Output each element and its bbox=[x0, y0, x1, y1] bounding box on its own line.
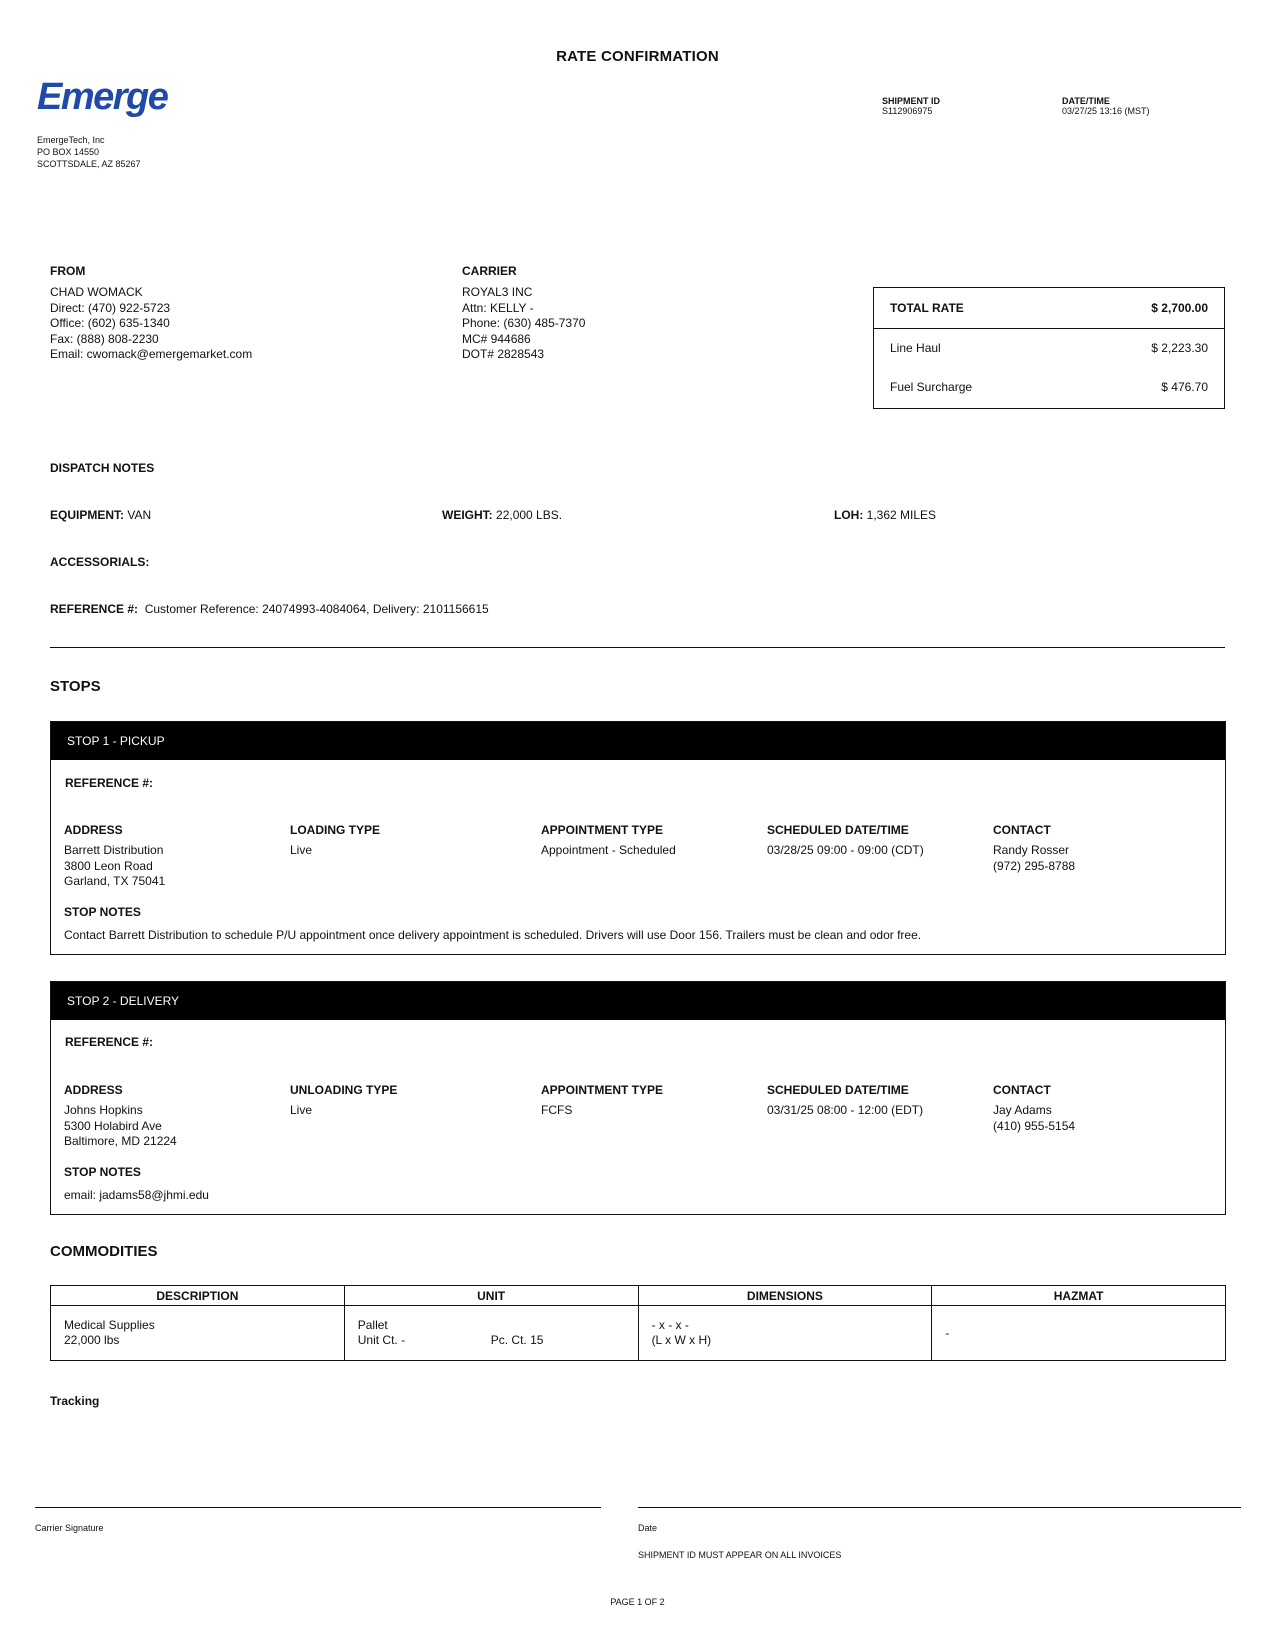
description-line1: Medical Supplies bbox=[64, 1318, 155, 1332]
loh-value: 1,362 MILES bbox=[866, 508, 937, 522]
description-line2: 22,000 lbs bbox=[64, 1333, 120, 1347]
invoice-note: SHIPMENT ID MUST APPEAR ON ALL INVOICES bbox=[638, 1550, 842, 1560]
line-haul-row bbox=[874, 341, 1224, 355]
datetime-label: DATE/TIME bbox=[1062, 96, 1110, 106]
total-rate-row bbox=[874, 301, 1224, 315]
col-header-unit: UNIT bbox=[344, 1286, 638, 1306]
stop-1-scheduled bbox=[767, 823, 924, 859]
equipment-field bbox=[50, 508, 151, 524]
equipment-value: VAN bbox=[127, 508, 152, 522]
col-header-description: DESCRIPTION bbox=[51, 1286, 345, 1306]
piece-count: Pc. Ct. 15 bbox=[490, 1333, 544, 1347]
stop-1-reference-label: REFERENCE #: bbox=[65, 776, 154, 790]
stop-1-contact bbox=[993, 823, 1075, 874]
loh-field bbox=[834, 508, 936, 524]
shipment-id-value: S112906975 bbox=[882, 106, 933, 116]
stop-2-unloading-type bbox=[290, 1083, 397, 1119]
stop-2-contact-name: Jay Adams bbox=[993, 1103, 1052, 1117]
stop-2-scheduled-value: 03/31/25 08:00 - 12:00 (EDT) bbox=[767, 1103, 924, 1117]
fuel-surcharge-label: Fuel Surcharge bbox=[890, 380, 973, 394]
company-address bbox=[37, 134, 141, 170]
unit-type: Pallet bbox=[357, 1318, 388, 1332]
cell-unit bbox=[344, 1306, 638, 1361]
from-label: FROM bbox=[50, 264, 86, 278]
stop-1-box bbox=[50, 721, 1226, 955]
rate-divider bbox=[874, 328, 1224, 329]
accessorials-label: ACCESSORIALS: bbox=[50, 555, 150, 569]
carrier-name: ROYAL3 INC bbox=[462, 285, 533, 299]
stop-1-appointment-type-value: Appointment - Scheduled bbox=[541, 843, 676, 857]
stop-2-contact-phone: (410) 955-5154 bbox=[993, 1118, 1076, 1133]
stop-1-scheduled-value: 03/28/25 09:00 - 09:00 (CDT) bbox=[767, 843, 924, 857]
stop-1-loading-type-label: LOADING TYPE bbox=[290, 823, 381, 837]
commodities-table bbox=[50, 1285, 1226, 1361]
stop-1-header: STOP 1 - PICKUP bbox=[51, 722, 1225, 760]
stop-2-address bbox=[64, 1083, 177, 1150]
reference-field bbox=[50, 602, 489, 618]
carrier-attn: Attn: KELLY - bbox=[462, 300, 534, 315]
stop-1-address-line1: Barrett Distribution bbox=[64, 843, 164, 857]
dimensions-value: - x - x - bbox=[651, 1318, 689, 1332]
dimensions-legend: (L x W x H) bbox=[651, 1333, 712, 1347]
carrier-label: CARRIER bbox=[462, 264, 517, 278]
stop-2-unloading-type-label: UNLOADING TYPE bbox=[290, 1083, 398, 1097]
from-block bbox=[50, 264, 252, 363]
carrier-signature-label: Carrier Signature bbox=[35, 1523, 104, 1533]
unit-count: Unit Ct. - bbox=[357, 1333, 406, 1347]
datetime-block bbox=[1062, 96, 1150, 116]
shipment-id-block bbox=[882, 96, 940, 116]
stop-1-appointment-type bbox=[541, 823, 676, 859]
stop-1-address-label: ADDRESS bbox=[64, 823, 123, 837]
stop-2-box bbox=[50, 981, 1226, 1215]
stop-1-loading-type-value: Live bbox=[290, 843, 313, 857]
stop-1-address bbox=[64, 823, 165, 890]
stop-1-contact-name: Randy Rosser bbox=[993, 843, 1070, 857]
line-haul-label: Line Haul bbox=[890, 341, 941, 355]
stop-2-address-label: ADDRESS bbox=[64, 1083, 123, 1097]
line-haul-value: $ 2,223.30 bbox=[1151, 341, 1208, 355]
from-office: Office: (602) 635-1340 bbox=[50, 316, 170, 330]
stop-2-notes-label: STOP NOTES bbox=[64, 1165, 141, 1179]
tracking-label: Tracking bbox=[50, 1394, 100, 1408]
rate-summary-box bbox=[873, 287, 1225, 409]
total-rate-label: TOTAL RATE bbox=[890, 301, 964, 315]
stop-1-notes: Contact Barrett Distribution to schedule P/U appointment once delivery appointment is scheduled. Drivers will use Door 156. Trailers must be clean and odor free. bbox=[64, 928, 922, 942]
stop-2-scheduled bbox=[767, 1083, 923, 1119]
fuel-surcharge-row bbox=[874, 380, 1224, 394]
loh-label: LOH: bbox=[834, 508, 864, 522]
date-line bbox=[638, 1507, 1241, 1508]
stop-2-contact bbox=[993, 1083, 1075, 1134]
fuel-surcharge-value: $ 476.70 bbox=[1161, 380, 1208, 394]
stop-2-notes: email: jadams58@jhmi.edu bbox=[64, 1188, 209, 1202]
section-divider bbox=[50, 647, 1225, 648]
company-address-line1: PO BOX 14550 bbox=[37, 147, 100, 157]
from-direct: Direct: (470) 922-5723 bbox=[50, 300, 171, 315]
equipment-label: EQUIPMENT: bbox=[50, 508, 125, 522]
company-address-line2: SCOTTSDALE, AZ 85267 bbox=[37, 159, 141, 169]
stop-2-address-line2: 5300 Holabird Ave bbox=[64, 1118, 162, 1133]
stop-2-appointment-type-label: APPOINTMENT TYPE bbox=[541, 1083, 664, 1097]
stop-1-address-line2: 3800 Leon Road bbox=[64, 858, 153, 873]
date-label: Date bbox=[638, 1523, 658, 1533]
weight-label: WEIGHT: bbox=[442, 508, 493, 522]
weight-field bbox=[442, 508, 562, 524]
emerge-logo: Emerge bbox=[37, 76, 168, 118]
stop-1-contact-phone: (972) 295-8788 bbox=[993, 858, 1076, 873]
dispatch-notes-label: DISPATCH NOTES bbox=[50, 461, 155, 475]
cell-dimensions bbox=[638, 1306, 932, 1361]
table-row bbox=[51, 1306, 1226, 1361]
shipment-id-label: SHIPMENT ID bbox=[882, 96, 941, 106]
document-title: RATE CONFIRMATION bbox=[556, 48, 719, 65]
from-name: CHAD WOMACK bbox=[50, 285, 143, 299]
from-fax: Fax: (888) 808-2230 bbox=[50, 331, 159, 346]
commodities-header-row bbox=[51, 1286, 1226, 1306]
carrier-phone: Phone: (630) 485-7370 bbox=[462, 316, 586, 330]
cell-hazmat: - bbox=[932, 1306, 1226, 1361]
stop-2-unloading-type-value: Live bbox=[290, 1103, 313, 1117]
stop-2-address-line1: Johns Hopkins bbox=[64, 1103, 143, 1117]
stop-1-notes-label: STOP NOTES bbox=[64, 905, 141, 919]
carrier-mc: MC# 944686 bbox=[462, 331, 531, 346]
total-rate-value: $ 2,700.00 bbox=[1151, 301, 1208, 315]
stop-1-contact-label: CONTACT bbox=[993, 823, 1051, 837]
stop-2-reference-label: REFERENCE #: bbox=[65, 1035, 154, 1049]
carrier-signature-line bbox=[35, 1507, 601, 1508]
commodities-heading: COMMODITIES bbox=[50, 1243, 158, 1260]
company-name: EmergeTech, Inc bbox=[37, 135, 105, 145]
reference-value: Customer Reference: 24074993-4084064, Delivery: 2101156615 bbox=[144, 602, 489, 616]
stop-2-address-line3: Baltimore, MD 21224 bbox=[64, 1134, 177, 1148]
cell-description bbox=[51, 1306, 345, 1361]
col-header-dimensions: DIMENSIONS bbox=[638, 1286, 932, 1306]
stop-2-header: STOP 2 - DELIVERY bbox=[51, 982, 1225, 1020]
stop-1-appointment-type-label: APPOINTMENT TYPE bbox=[541, 823, 664, 837]
stop-1-address-line3: Garland, TX 75041 bbox=[64, 874, 166, 888]
from-email: Email: cwomack@emergemarket.com bbox=[50, 347, 253, 361]
stop-1-scheduled-label: SCHEDULED DATE/TIME bbox=[767, 823, 909, 837]
stop-2-scheduled-label: SCHEDULED DATE/TIME bbox=[767, 1083, 909, 1097]
stops-heading: STOPS bbox=[50, 678, 101, 695]
stop-2-appointment-type bbox=[541, 1083, 663, 1119]
stop-2-appointment-type-value: FCFS bbox=[541, 1103, 573, 1117]
stop-2-contact-label: CONTACT bbox=[993, 1083, 1051, 1097]
carrier-dot: DOT# 2828543 bbox=[462, 347, 545, 361]
reference-label: REFERENCE #: bbox=[50, 602, 139, 616]
page-number: PAGE 1 OF 2 bbox=[610, 1597, 665, 1607]
weight-value: 22,000 LBS. bbox=[496, 508, 563, 522]
carrier-block bbox=[462, 264, 585, 363]
datetime-value: 03/27/25 13:16 (MST) bbox=[1062, 106, 1150, 116]
col-header-hazmat: HAZMAT bbox=[932, 1286, 1226, 1306]
stop-1-loading-type bbox=[290, 823, 380, 859]
